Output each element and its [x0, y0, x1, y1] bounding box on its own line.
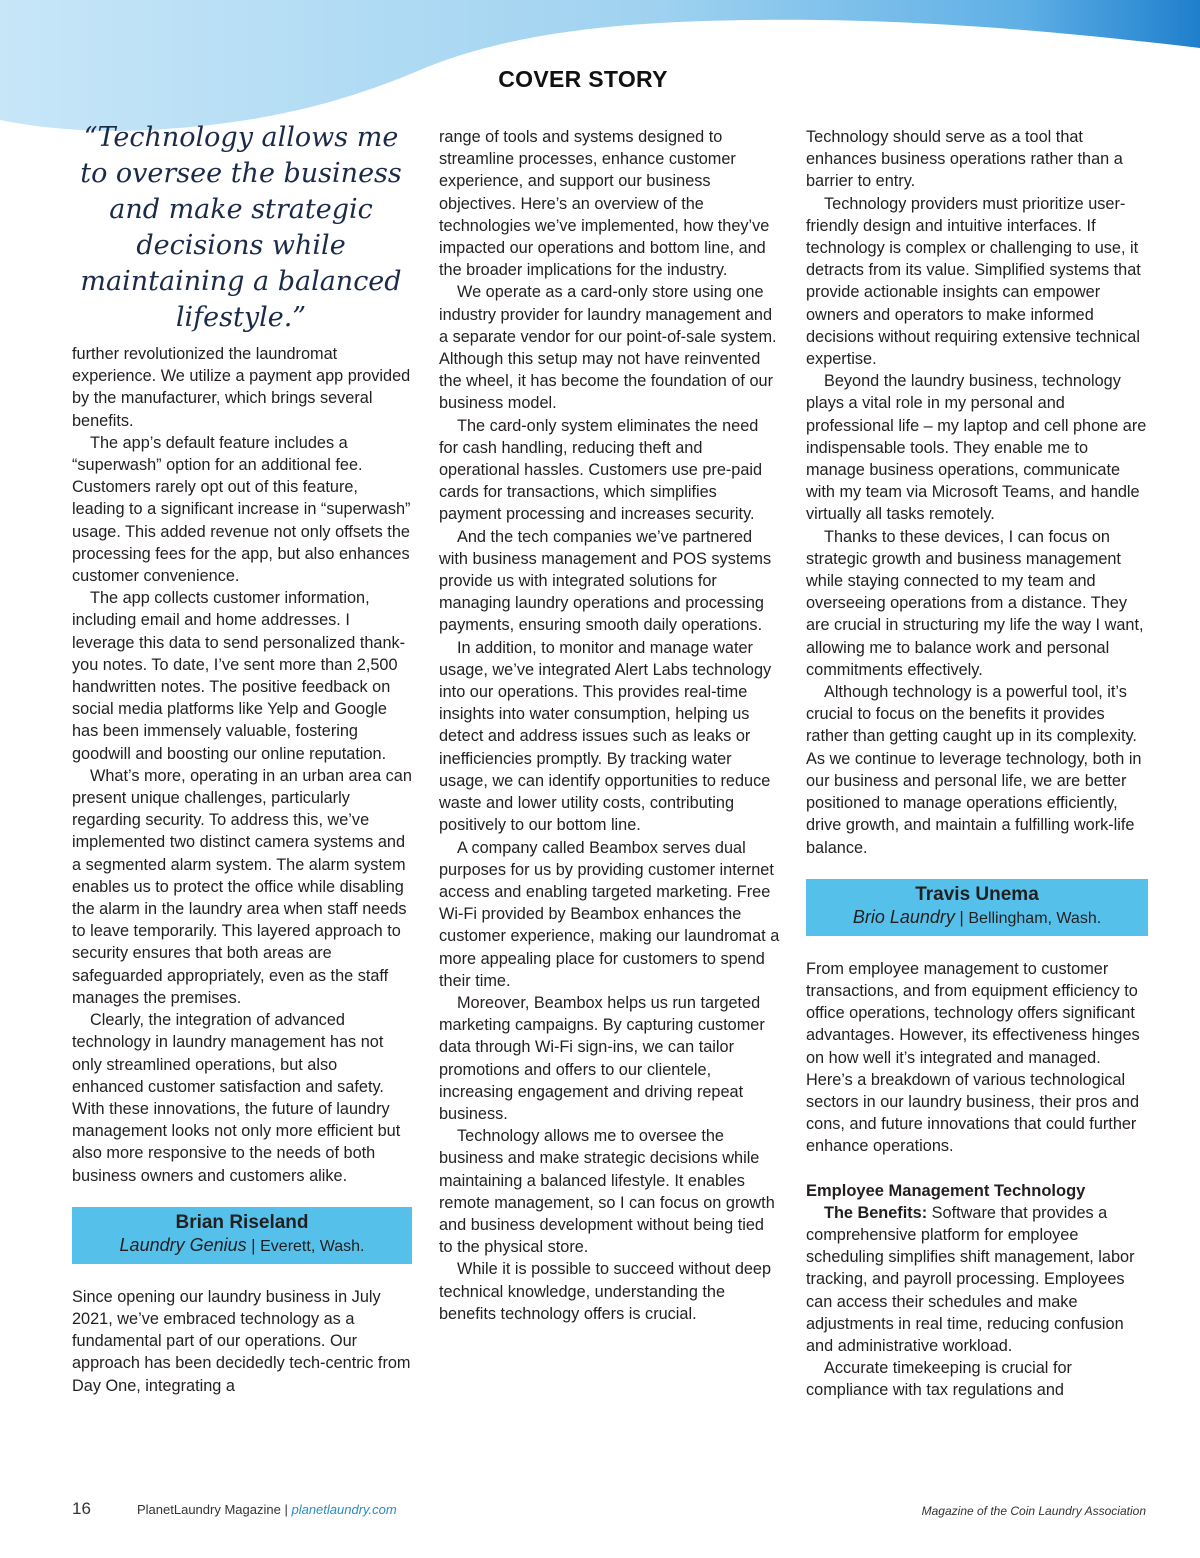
paragraph — [806, 1202, 1148, 1357]
paragraph: Although technology is a powerful tool, it’s crucial to focus on the benefits it provides rather than getting caught up in its complexity. As we continue to leverage technology, both in our business and personal life, we are better positioned to manage operations efficiently, drive growth, and maintain a fulfilling work-life balance. — [806, 683, 1142, 857]
paragraph: Thanks to these devices, I can focus on strategic growth and business management while staying connected to my team and overseeing operations from a distance. They are crucial in structuring my life the way I want, allowing me to balance work and personal commitments effectively. — [806, 527, 1144, 679]
paragraph: Technology should serve as a tool that enhances business operations rather than a barrier to entry. — [806, 128, 1123, 191]
paragraph: Technology providers must prioritize user-friendly design and intuitive interfaces. If technology is complex or challenging to use, it detracts from its value. Simplified systems that provide actionable insights can empower owners and operators to make informed decisions without requiring extensive technical expertise. — [806, 194, 1141, 369]
paragraph: We operate as a card-only store using one industry provider for laundry management and a separate vendor for our point-of-sale system. Although this setup may not have reinvented the wheel, it has become the foundation of our business model. — [439, 283, 777, 413]
paragraph: A company called Beambox serves dual purposes for us by providing customer internet access and enabling targeted marketing. Free Wi-Fi provided by Beambox enhances the customer experience, making our laundromat a more appealing place for customers to spend their time. — [439, 838, 780, 990]
section-subhead: Employee Management Technology — [806, 1181, 1086, 1200]
paragraph: In addition, to monitor and manage water usage, we’ve integrated Alert Labs technology into our operations. This provides real-time insights into water consumption, helping us detect and address issues such as leaks or inefficiencies promptly. By tracking water usage, we can identify opportunities to reduce waste and lower utility costs, contributing positively to our bottom line. — [439, 638, 772, 835]
paragraph: The card-only system eliminates the need for cash handling, reducing theft and operational hassles. Customers use pre-paid cards for transactions, which simplifies payment processing and increases security. — [439, 416, 763, 524]
paragraph: From employee management to customer transactions, and from equipment efficiency to office operations, technology offers significant advantages. However, its effectiveness hinges on how well it’s integrated and managed. Here’s a breakdown of various technological sectors in our laundry business, their pros and cons, and future innovations that could further enhance operations. — [806, 959, 1140, 1156]
byline-separator: | — [959, 907, 964, 927]
pull-quote: “Technology allows me to oversee the business and make strategic decisions while maintaining a balanced lifestyle.” — [80, 122, 402, 333]
paragraph: Technology allows me to oversee the business and make strategic decisions while maintaining a balanced lifestyle. It enables remote management, so I can focus on growth and business development without being tied to the physical store. — [439, 1127, 775, 1257]
paragraph: While it is possible to succeed without deep technical knowledge, understanding the benefits technology offers is crucial. — [439, 1260, 772, 1323]
author-location: Everett, Wash. — [260, 1237, 365, 1255]
author-byline-brian — [72, 1207, 412, 1264]
footer-publication — [137, 1502, 397, 1517]
benefits-lead: The Benefits: — [824, 1203, 928, 1222]
paragraph: Clearly, the integration of advanced technology in laundry management has not only streamlined operations, but also enhanced customer satisfaction and safety. With these innovations, the future of laundry management looks not only more efficient but also more responsive to the needs of both business owners and customers alike. — [72, 1011, 401, 1185]
paragraph: The app collects customer information, including email and home addresses. I leverage this data to send personalized thank-you notes. To date, I’ve sent more than 2,500 handwritten notes. The positive feedback on social media platforms like Yelp and Google has been immensely valuable, fostering goodwill and boosting our online reputation. — [72, 589, 406, 763]
paragraph: further revolutionized the laundromat experience. We utilize a payment app provided by the manufacturer, which brings several benefits. — [72, 345, 411, 430]
paragraph: What’s more, operating in an urban area can present unique challenges, particularly regarding security. To address this, we’ve implemented two distinct camera systems and a segmented alarm system. The alarm system enables us to protect the office while disabling the alarm in the laundry area when staff needs to leave temporarily. This layered approach to security ensures that both areas are safeguarded appropriately, even as the staff manages the premises. — [72, 766, 412, 1007]
column-1 — [72, 343, 412, 1397]
author-company: Laundry Genius — [119, 1234, 247, 1255]
paragraph: And the tech companies we’ve partnered with business management and POS systems provide us with integrated solutions for managing laundry operations and processing payments, ensuring smooth daily operations. — [439, 527, 772, 635]
column-3 — [806, 126, 1148, 1402]
benefits-text: Software that provides a comprehensive platform for employee scheduling simplifies shift management, labor tracking, and payroll processing. Employees can access their schedules and make adjustments in real time, reducing confusion and administrative workload. — [806, 1203, 1135, 1355]
column-2 — [439, 126, 781, 1325]
paragraph: The app’s default feature includes a “superwash” option for an additional fee. Customers rarely opt out of this feature, leading to a significant increase in “superwash” usage. This added revenue not only offsets the processing fees for the app, but also enhances customer convenience. — [72, 433, 411, 586]
author-name: Brian Riseland — [175, 1211, 309, 1233]
paragraph: Accurate timekeeping is crucial for compliance with tax regulations and — [806, 1359, 1072, 1400]
section-label: COVER STORY — [498, 66, 668, 92]
paragraph: range of tools and systems designed to streamline processes, enhance customer experience, and support our business objectives. Here’s an overview of the technologies we’ve implemented, how they’ve impacted our operations and bottom line, and the broader implications for the industry. — [439, 128, 770, 280]
byline-separator: | — [251, 1235, 256, 1255]
author-byline-travis — [806, 879, 1148, 936]
page-number: 16 — [72, 1499, 91, 1518]
paragraph: Moreover, Beambox helps us run targeted marketing campaigns. By capturing customer data through Wi-Fi sign-ins, we can tailor promotions and offers to our clientele, increasing engagement and driving repeat business. — [439, 993, 765, 1123]
paragraph: Since opening our laundry business in July 2021, we’ve embraced technology as a fundamental part of our operations. Our approach has been decidedly tech-centric from Day One, integrating a — [72, 1287, 411, 1395]
author-location: Bellingham, Wash. — [968, 909, 1102, 927]
author-name: Travis Unema — [915, 883, 1039, 905]
magazine-name: PlanetLaundry Magazine — [137, 1502, 281, 1517]
magazine-url-link[interactable]: planetlaundry.com — [291, 1502, 397, 1517]
footer-divider: | — [284, 1502, 288, 1517]
paragraph: Beyond the laundry business, technology plays a vital role in my personal and professional life – my laptop and cell phone are indispensable tools. They enable me to manage business operations, communicate with my team via Microsoft Teams, and handle virtually all tasks remotely. — [806, 372, 1147, 524]
author-company: Brio Laundry — [852, 906, 955, 927]
footer-tagline: Magazine of the Coin Laundry Association — [921, 1504, 1146, 1518]
